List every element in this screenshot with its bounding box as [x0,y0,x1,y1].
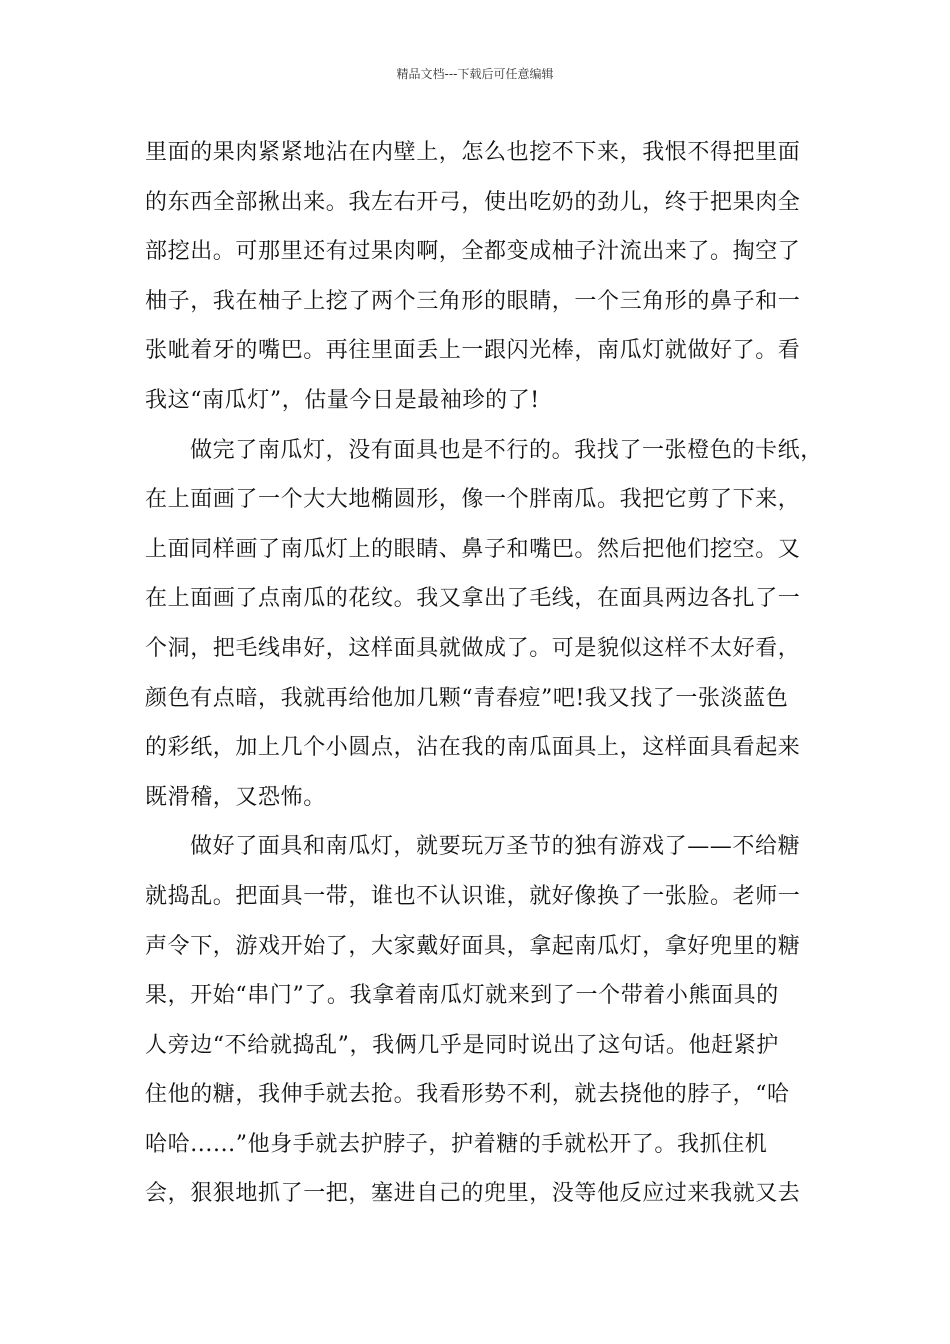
text-line-content: 上面同样画了南瓜灯上的眼睛、鼻子和嘴巴。然后把他们挖空。又 [145,536,801,562]
text-line [145,971,815,1021]
text-line-content: 在上面画了一个大大地椭圆形，像一个胖南瓜。我把它剪了下来， [145,487,801,513]
text-line [145,1120,815,1170]
text-line-content: 我这“南瓜灯”，估量今日是最袖珍的了! [145,387,540,413]
text-line [145,674,815,724]
text-line [145,1169,815,1219]
text-line [145,277,815,327]
text-line [145,872,815,922]
text-line [145,178,815,228]
paragraph-start-line [145,822,815,872]
paragraph-start-line [145,426,823,476]
text-line-content: 会，狠狠地抓了一把，塞进自己的兜里，没等他反应过来我就又去 [145,1181,801,1207]
text-line [145,475,815,525]
text-line [145,326,815,376]
text-line-content: 做完了南瓜灯，没有面具也是不行的。我找了一张橙色的卡纸， [190,437,823,463]
text-line [145,773,815,823]
text-line-content: 张呲着牙的嘴巴。再往里面丢上一跟闪光棒，南瓜灯就做好了。看 [145,338,801,364]
page-header: 精品文档---下载后可任意编辑 [396,67,554,81]
text-line-content: 的东西全部揪出来。我左右开弓，使出吃奶的劲儿，终于把果肉全 [145,189,801,215]
text-line [145,574,815,624]
text-line [145,525,815,575]
text-line [145,723,815,773]
text-line-content: 就捣乱。把面具一带，谁也不认识谁，就好像换了一张脸。老师一 [145,883,801,909]
text-line [145,624,815,674]
text-line-content: 在上面画了点南瓜的花纹。我又拿出了毛线，在面具两边各扎了一 [145,586,801,612]
text-line-content: 哈哈......”他身手就去护脖子，护着糖的手就松开了。我抓住机 [145,1131,768,1157]
text-line-content: 既滑稽，又恐怖。 [145,784,326,810]
text-line [145,1070,815,1120]
text-line-content: 里面的果肉紧紧地沾在内壁上，怎么也挖不下来，我恨不得把里面 [145,140,801,165]
text-line [145,128,815,178]
text-line [145,376,815,426]
document-body [145,128,823,1219]
text-line-content: 住他的糖，我伸手就去抢。我看形势不利，就去挠他的脖子，“哈 [145,1082,790,1108]
text-line [145,227,815,277]
text-line-content: 果，开始“串门”了。我拿着南瓜灯就来到了一个带着小熊面具的 [145,983,779,1009]
text-line-content: 人旁边“不给就捣乱”，我俩几乎是同时说出了这句话。他赶紧护 [145,1032,779,1058]
text-line-content: 颜色有点暗，我就再给他加几颗“青春痘”吧!我又找了一张淡蓝色 [145,685,789,711]
text-line-content: 的彩纸，加上几个小圆点，沾在我的南瓜面具上，这样面具看起来 [145,735,801,761]
text-line [145,922,815,972]
text-line [145,1021,815,1071]
text-line-content: 做好了面具和南瓜灯，就要玩万圣节的独有游戏了——不给糖 [190,834,801,860]
text-line-content: 部挖出。可那里还有过果肉啊，全都变成柚子汁流出来了。掏空了 [145,239,801,265]
text-line-content: 个洞，把毛线串好，这样面具就做成了。可是貌似这样不太好看， [145,635,801,661]
text-line-content: 柚子，我在柚子上挖了两个三角形的眼睛，一个三角形的鼻子和一 [145,288,801,314]
text-line-content: 声令下，游戏开始了，大家戴好面具，拿起南瓜灯，拿好兜里的糖 [145,933,801,959]
